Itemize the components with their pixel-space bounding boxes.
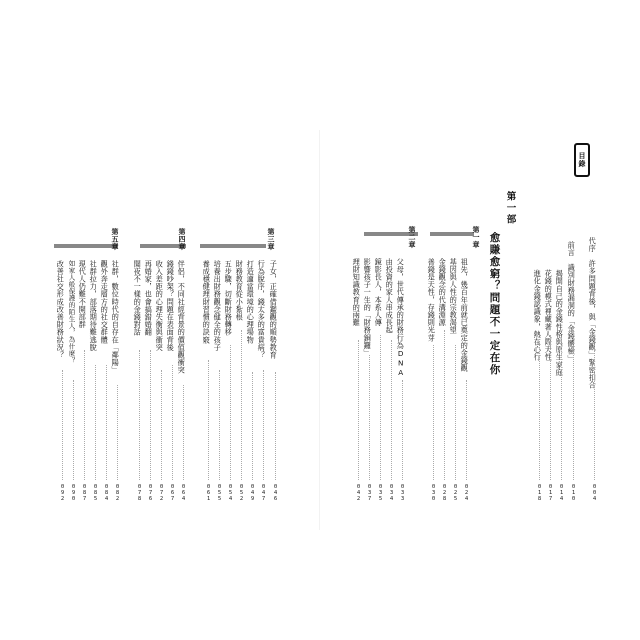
- chapter-entry: 鏡影長人，本系人傳: [374, 258, 384, 327]
- dot-leader: [466, 380, 467, 480]
- dot-leader: [433, 345, 434, 480]
- chapter-entry: 社群，數位時代的自存在「鄰陽」: [111, 260, 121, 374]
- chapter-entry: 父母，世代傳承的財務行為DNA: [396, 258, 406, 378]
- page-number: 034: [388, 484, 395, 502]
- chapter-entry: 金錢觀念的代溝淵源: [438, 258, 448, 327]
- dot-leader: [241, 330, 242, 480]
- chapter-entry: 聞夜不一樣的金錢對話: [133, 260, 143, 336]
- chapter-entry: 觀外奔走層方的社交群體: [100, 260, 110, 344]
- dot-leader: [73, 380, 74, 480]
- chapter-bar: [430, 232, 474, 236]
- page-number: 010: [570, 484, 577, 502]
- chapter-entry: 善錢是天性，存錢則光芽: [427, 258, 437, 342]
- dot-leader: [369, 355, 370, 480]
- dot-leader: [573, 330, 574, 480]
- preface-entry: 花錢的模式裡藏著人際天性: [544, 247, 554, 361]
- dot-leader: [358, 340, 359, 480]
- chapter-entry: 改善社交形成改善財務狀況？: [56, 260, 66, 359]
- page-number: 047: [260, 484, 267, 502]
- chapter-entry: 錢錢吵架？問題在表面背後: [166, 260, 176, 352]
- preface-entry: 前言 識別財務漏洞的「金錢體檢」: [567, 241, 577, 363]
- dot-leader: [275, 372, 276, 480]
- page-number: 049: [249, 484, 256, 502]
- chapter-entry: 打造適當環境的心理場物: [246, 260, 256, 344]
- dot-leader: [594, 345, 595, 480]
- dot-leader: [561, 340, 562, 480]
- page-number: 082: [114, 484, 121, 502]
- chapter-entry: 由投資的家人串成長起: [385, 258, 395, 334]
- chapter-entry: 財務教育從小紮根: [235, 260, 245, 321]
- page-number: 046: [272, 484, 279, 502]
- chapter-entry: 祖先，幾百年前就已奠定的金錢觀: [460, 258, 470, 372]
- page-number: 067: [169, 484, 176, 502]
- chapter-bar: [200, 244, 266, 248]
- page-number: 076: [147, 484, 154, 502]
- page-number: 025: [452, 484, 459, 502]
- page-number: 090: [70, 484, 77, 502]
- page-number: 061: [205, 484, 212, 502]
- page-number: 087: [81, 484, 88, 502]
- page-number: 078: [136, 484, 143, 502]
- page-number: 004: [591, 484, 598, 502]
- chapter-bar: [54, 244, 118, 248]
- page-number: 033: [399, 484, 406, 502]
- chapter-entry: 養成穩健理財習慣的訣竅: [202, 260, 212, 344]
- page-number: 055: [216, 484, 223, 502]
- chapter-heading: 第一章: [472, 226, 480, 249]
- dot-leader: [455, 345, 456, 480]
- chapter-entry: 再婚家，也會搞錯婚翻: [144, 260, 154, 336]
- dot-leader: [391, 340, 392, 480]
- chapter-entry: 影響孩子一生的「財務銅鑼」: [363, 258, 373, 357]
- dot-leader: [150, 350, 151, 480]
- page-number: 052: [238, 484, 245, 502]
- page-number: 054: [227, 484, 234, 502]
- page-number: 072: [158, 484, 165, 502]
- dot-leader: [183, 385, 184, 480]
- page-number: 024: [463, 484, 470, 502]
- chapter-entry: 培養出財務觀念健全的孩子: [213, 260, 223, 352]
- page-number: 028: [441, 484, 448, 502]
- chapter-entry: 現代人仍難不開部群: [78, 260, 88, 329]
- dot-leader: [230, 345, 231, 480]
- page-number: 030: [430, 484, 437, 502]
- chapter-entry: 收入差距的心理失衡與衝突: [155, 260, 165, 352]
- preface-entry: 代序 許多問題背後，與「金錢觀」緊密扣合: [588, 237, 598, 389]
- part-title: 愈賺愈窮？問題不一定在你: [488, 232, 501, 376]
- page-number: 014: [558, 484, 565, 502]
- chapter-heading: 第五章: [111, 228, 119, 251]
- dot-leader: [550, 335, 551, 480]
- chapter-entry: 理財知識教育的兩難: [352, 258, 362, 327]
- page-number: 018: [536, 484, 543, 502]
- chapter-entry: 五步驟，切斷財務轉移: [224, 260, 234, 336]
- dot-leader: [219, 370, 220, 480]
- dot-leader: [62, 370, 63, 480]
- dot-leader: [263, 370, 264, 480]
- chapter-entry: 基因與人性的宗教渴望: [449, 258, 459, 334]
- page-number: 064: [180, 484, 187, 502]
- page-number: 092: [59, 484, 66, 502]
- dot-leader: [139, 350, 140, 480]
- dot-leader: [84, 350, 85, 480]
- page-number: 035: [377, 484, 384, 502]
- page-number: 042: [355, 484, 362, 502]
- chapter-entry: 社群拉力，部落期待難逃脫: [89, 260, 99, 352]
- preface-entry: 進化金錢認識象，熱在心行: [533, 247, 543, 361]
- dot-leader: [95, 365, 96, 480]
- page-gutter: [319, 130, 320, 530]
- dot-leader: [208, 360, 209, 480]
- dot-leader: [252, 372, 253, 480]
- dot-leader: [117, 385, 118, 480]
- dot-leader: [380, 335, 381, 480]
- chapter-heading: 第三章: [267, 228, 275, 251]
- dot-leader: [402, 380, 403, 480]
- dot-leader: [539, 335, 540, 480]
- chapter-entry: 子女，正確借鑑觀的順勢教育: [269, 260, 279, 359]
- page-number: 085: [92, 484, 99, 502]
- page-number: 017: [547, 484, 554, 502]
- chapter-entry: 伴侶，不同社經背景的價值觀衝突: [177, 260, 187, 374]
- chapter-heading: 第二章: [408, 226, 416, 249]
- chapter-entry: 行為脫序，錢太多的富貴病？: [257, 260, 267, 359]
- dot-leader: [161, 370, 162, 480]
- dot-leader: [106, 365, 107, 480]
- page-number: 084: [103, 484, 110, 502]
- chapter-entry: 如家人般保護的陌生人，為什麼？: [67, 260, 76, 364]
- dot-leader: [172, 365, 173, 480]
- dot-leader: [444, 330, 445, 480]
- part-number: 第一部: [504, 191, 516, 226]
- page-number: 037: [366, 484, 373, 502]
- preface-entry: 揭開自己的金錢性格與原生家庭: [555, 247, 565, 377]
- chapter-heading: 第四章: [178, 228, 186, 251]
- toc-label-badge: 目錄: [574, 143, 590, 177]
